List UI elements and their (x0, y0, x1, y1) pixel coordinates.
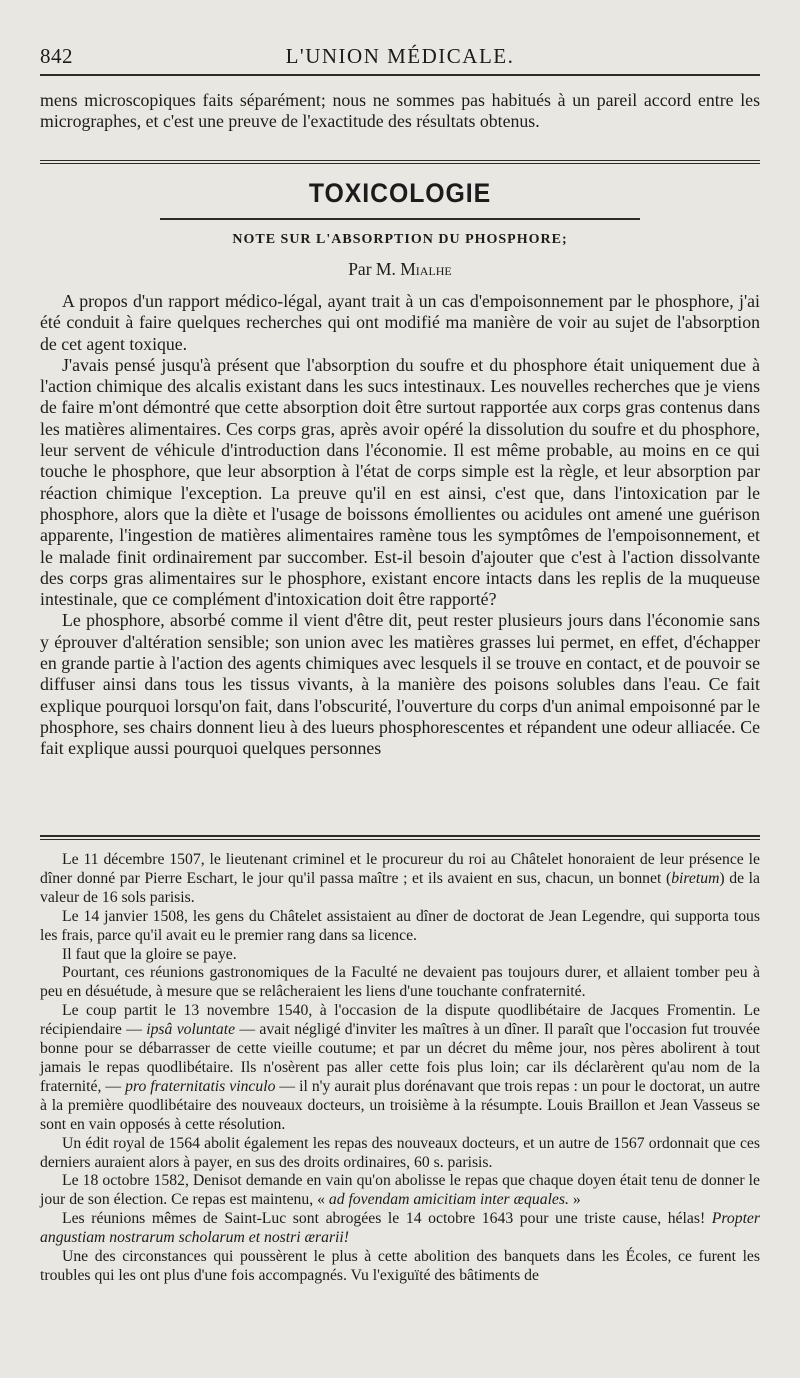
footnote-italic: ad fovendam amicitiam inter æquales. (328, 1191, 569, 1209)
footnote-italic: biretum (671, 869, 720, 887)
article-paragraph: J'avais pensé jusqu'à présent que l'absorption du soufre et du phosphore était uniquement due à l'action chimique des alcalis existant dans les sucs intestinaux. Les nouvelles recherches que je viens de faire m'ont démontré que cette absorption doit être surtout rapportée aux corps gras contenus dans les matières alimentaires. Ces corps gras, après avoir opéré la dissolution du soufre et du phosphore, leur servent de véhicule d'introduction dans l'économie. Il est même probable, au moins en ce qui touche le phosphore, que leur absorption à l'état de corps simple est la règle, et leur absorption par réaction chimique l'exception. La preuve qu'il en est ainsi, c'est que, dans l'intoxication par le phosphore, alors que la diète et l'usage de boissons émollientes ou acidules ont amené une guérison apparente, l'ingestion de matières alimentaires ramène tous les symptômes de l'empoisonnement, et le malade finit ordinairement par succomber. Est-il besoin d'ajouter que c'est à l'action dissolvante des corps gras alimentaires sur le phosphore, existant encore intacts dans les replis de la muqueuse intestinale, que ce complément d'intoxication doit être rapporté? (40, 354, 760, 610)
footnote-paragraph: Pourtant, ces réunions gastronomiques de la Faculté ne devaient pas toujours durer, et allaient tomber peu à peu en désuétude, à mesure que se relâcheraient les liens d'une touchante confraternité. (40, 964, 760, 1001)
footnote-text: ) de la valeur de 16 sols parisis. (40, 869, 760, 906)
article-body (40, 291, 760, 760)
running-title: L'UNION MÉDICALE. (285, 44, 515, 68)
page-header (40, 38, 760, 74)
footnote-paragraph (40, 1002, 760, 1134)
footnote-text: — avait négligé d'inviter les maîtres à un dîner. Il paraît que l'occasion fut trouvée bonne pour se débarrasser de cette vieille coutume; et par un décret du même jour, nos pères abolirent à tout jamais le repas quodlibétaire. Ils n'osèrent pas aller cette fois plus loin; car ils déclarèrent qu'au nom de la fraternité, — (40, 1021, 760, 1095)
footnote-paragraph: Un édit royal de 1564 abolit également les repas des nouveaux docteurs, et un autre de 1567 ordonnait que ces derniers auraient alors à payer, en sus des droits ordinaires, 60 s. parisis. (40, 1134, 760, 1171)
article-author (0, 259, 800, 280)
author-name: Mialhe (400, 259, 452, 279)
section-title: TOXICOLOGIE (308, 178, 492, 208)
footnote-italic: ipsâ voluntate (146, 1021, 236, 1039)
section-title-rule (160, 218, 640, 220)
page-number: 842 (40, 44, 73, 68)
footnote-text: Les réunions mêmes de Saint-Luc sont abrogées le 14 octobre 1643 pour une triste cause, hélas! (62, 1210, 712, 1228)
footnote-paragraph: Une des circonstances qui poussèrent le plus à cette abolition des banquets dans les Écoles, ce furent les troubles qui les ont plus d'une fois accompagnés. Vu l'exiguïté des bâtiments de (40, 1248, 760, 1284)
footnote-paragraph (40, 851, 760, 908)
footnote-paragraph: Le 14 janvier 1508, les gens du Châtelet assistaient au dîner de doctorat de Jean Legendre, qui supporta tous les frais, parce qu'il avait eu le premier rang dans sa licence. (40, 907, 760, 944)
footnote-italic: pro fraternitatis vinculo (125, 1077, 276, 1095)
footnote-feuilleton (40, 851, 760, 1286)
footnote-text: Le coup partit le 13 novembre 1540, à l'occasion de la dispute quodlibétaire de Jacques Fromentin. Le récipiendaire — (40, 1002, 760, 1039)
section-divider-top (40, 160, 760, 161)
article-title: NOTE SUR L'ABSORPTION DU PHOSPHORE; (232, 232, 568, 247)
footnote-text: Le 11 décembre 1507, le lieutenant criminel et le procureur du roi au Châtelet honoraient de leur présence le dîner donné par Pierre Eschart, le jour qu'il passa maître ; et ils avaient en sus, chacun, un bonnet ( (40, 851, 760, 887)
continuation-paragraph: mens microscopiques faits séparément; nous ne sommes pas habitués à un pareil accord entre les micrographes, et c'est une preuve de l'exactitude des résultats obtenus. (40, 90, 760, 132)
footnote-text: Le 18 octobre 1582, Denisot demande en vain qu'on abolisse le repas que chaque doyen était tenu de donner le jour de son élection. Ce repas est maintenu, « (40, 1172, 760, 1209)
footnote-paragraph: Il faut que la gloire se paye. (62, 945, 237, 963)
footnote-paragraph (40, 1210, 760, 1248)
footnote-text: » (568, 1191, 581, 1209)
continuation-text (40, 90, 760, 133)
footnote-italic: Propter angustiam nostrarum scholarum et nostri ærarii! (40, 1210, 760, 1247)
article-paragraph: A propos d'un rapport médico-légal, ayant trait à un cas d'empoisonnement par le phosphore, j'ai été conduit à faire quelques recherches qui ont modifié ma manière de voir au sujet de l'absorption de cet agent toxique. (40, 291, 760, 354)
footnote-divider-bottom (40, 839, 760, 840)
footnote-paragraph (40, 1172, 760, 1210)
section-divider-bottom (40, 163, 760, 164)
article-paragraph: Le phosphore, absorbé comme il vient d'être dit, peut rester plusieurs jours dans l'économie sans y éprouver d'altération sensible; son union avec les matières grasses lui permet, en effet, d'échapper en grande partie à l'action des agents chimiques avec lesquels il se trouve en contact, et de pouvoir se diffuser ainsi dans tous les tissus vivants, à la manière des poisons solubles dans l'eau. Ce fait explique pourquoi lorsqu'on fait, dans l'obscurité, l'ouverture du corps d'un animal empoisonné par le phosphore, ses chairs donnent lieu à des lueurs phosphorescentes et répandent une odeur alliacée. Ce fait explique aussi pourquoi quelques personnes (40, 610, 760, 759)
footnote-divider-top (40, 835, 760, 837)
header-rule (40, 74, 760, 76)
author-prefix: Par M. (348, 259, 396, 279)
footnote-text: — il n'y aurait plus dorénavant que trois repas : un pour le doctorat, un autre à la première quodlibétaire des nouveaux docteurs, un troisième à la résumpte. Louis Braillon et Jean Vasseus se sont en vain opposés à cette résolution. (40, 1077, 761, 1133)
